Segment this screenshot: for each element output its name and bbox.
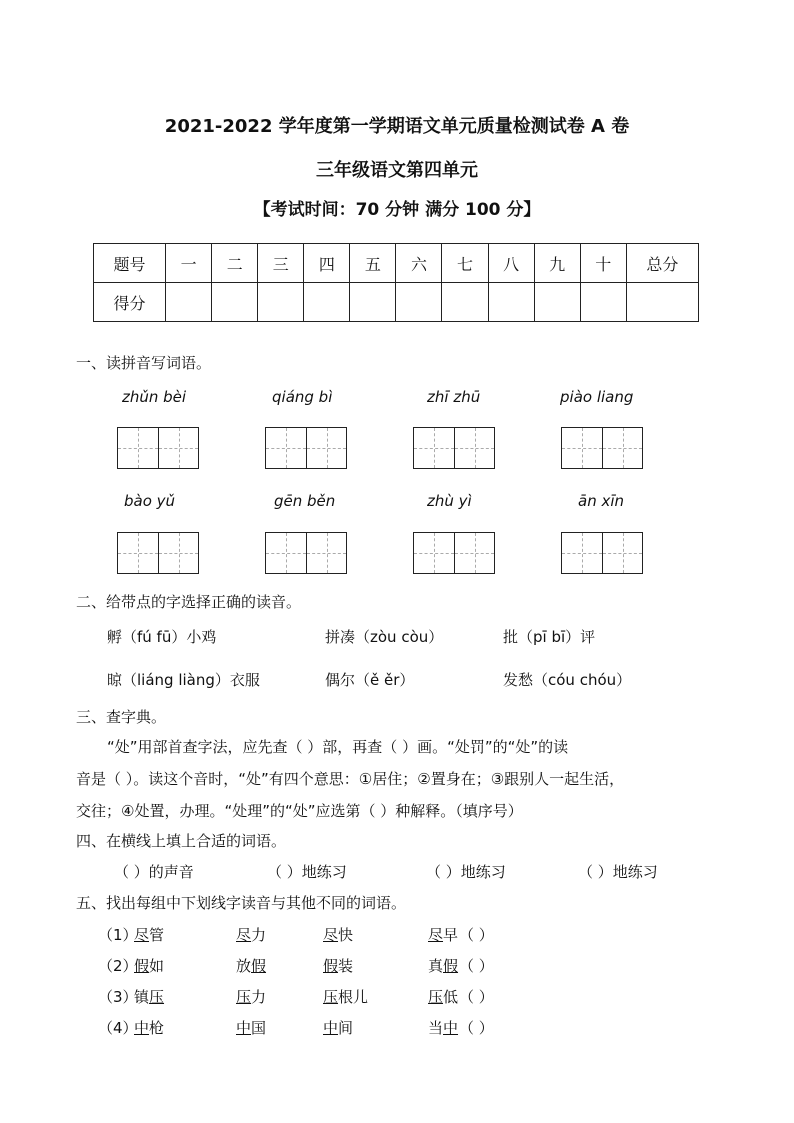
- pinyin-label: zhǔn bèi: [122, 388, 187, 406]
- header-cell: 六: [396, 244, 442, 283]
- underlined-char: 中: [134, 1019, 150, 1037]
- score-cell[interactable]: [442, 283, 488, 322]
- word: 假装: [323, 957, 354, 975]
- pinyin-label: piào liang: [560, 388, 634, 406]
- underlined-char: 假: [443, 957, 459, 975]
- answer-blank[interactable]: （ ）: [459, 957, 494, 975]
- header-cell: 题号: [94, 244, 166, 283]
- group-number: （3）: [98, 988, 138, 1006]
- writing-grid[interactable]: [561, 532, 643, 574]
- underlined-char: 压: [323, 988, 339, 1006]
- writing-grid[interactable]: [265, 427, 347, 469]
- underlined-char: 假: [323, 957, 339, 975]
- pinyin-label: bào yǔ: [124, 492, 176, 510]
- word: 真假: [428, 957, 459, 975]
- score-table-score-row: [94, 283, 699, 322]
- answer-blank[interactable]: （ ）: [459, 926, 494, 944]
- section2-heading: 二、给带点的字选择正确的读音。: [76, 593, 302, 611]
- writing-grid[interactable]: [413, 532, 495, 574]
- score-cell[interactable]: [534, 283, 580, 322]
- word: 尽早: [428, 926, 459, 944]
- group-number: （2）: [98, 957, 138, 975]
- underlined-char: 尽: [323, 926, 339, 944]
- word: 中枪: [134, 1019, 165, 1037]
- word: 中国: [236, 1019, 267, 1037]
- score-cell[interactable]: [304, 283, 350, 322]
- underlined-char: 中: [443, 1019, 459, 1037]
- group-number: （4）: [98, 1019, 138, 1037]
- reading-choice[interactable]: 拼凑（zòu còu）: [325, 628, 444, 646]
- score-cell[interactable]: [396, 283, 442, 322]
- fill-blank-item[interactable]: （ ）地练习: [267, 863, 347, 881]
- underlined-char: 压: [149, 988, 165, 1006]
- underlined-char: 中: [236, 1019, 252, 1037]
- fill-blank-item[interactable]: （ ）的声音: [114, 863, 194, 881]
- pinyin-label: zhī zhū: [427, 388, 481, 406]
- header-cell: 五: [350, 244, 396, 283]
- score-table-header-row: [94, 244, 699, 283]
- header-cell: 四: [304, 244, 350, 283]
- pinyin-label: zhù yì: [427, 492, 472, 510]
- score-row-label: 得分: [94, 283, 166, 322]
- word: 压根儿: [323, 988, 369, 1006]
- word: 当中: [428, 1019, 459, 1037]
- answer-blank[interactable]: （ ）: [459, 1019, 494, 1037]
- section1-heading: 一、读拼音写词语。: [76, 354, 212, 372]
- section3-heading: 三、查字典。: [76, 708, 167, 726]
- underlined-char: 中: [323, 1019, 339, 1037]
- pinyin-label: qiáng bì: [272, 388, 333, 406]
- score-cell[interactable]: [580, 283, 626, 322]
- fill-blank-item[interactable]: （ ）地练习: [578, 863, 658, 881]
- pinyin-label: gēn běn: [274, 492, 336, 510]
- score-cell[interactable]: [258, 283, 304, 322]
- writing-grid[interactable]: [413, 427, 495, 469]
- score-cell[interactable]: [626, 283, 698, 322]
- word: 镇压: [134, 988, 165, 1006]
- writing-grid[interactable]: [265, 532, 347, 574]
- fill-blank-item[interactable]: （ ）地练习: [426, 863, 506, 881]
- writing-grid[interactable]: [561, 427, 643, 469]
- score-cell[interactable]: [488, 283, 534, 322]
- reading-choice[interactable]: 批（pī bī）评: [503, 628, 596, 646]
- reading-choice[interactable]: 发愁（cóu chóu）: [503, 671, 632, 689]
- score-cell[interactable]: [350, 283, 396, 322]
- word: 压力: [236, 988, 267, 1006]
- section5-heading: 五、找出每组中下划线字读音与其他不同的词语。: [76, 894, 407, 912]
- underlined-char: 假: [134, 957, 150, 975]
- exam-subtitle: 三年级语文第四单元: [316, 160, 478, 181]
- word: 尽快: [323, 926, 354, 944]
- underlined-char: 假: [251, 957, 267, 975]
- reading-choice[interactable]: 晾（liáng liàng）衣服: [107, 671, 260, 689]
- writing-grid[interactable]: [117, 532, 199, 574]
- dictionary-question-line: “处”用部首查字法，应先查（ ）部，再查（ ）画。“处罚”的“处”的读: [107, 738, 569, 756]
- word: 尽管: [134, 926, 165, 944]
- word: 尽力: [236, 926, 267, 944]
- group-number: （1）: [98, 926, 138, 944]
- dictionary-question-line: 交往；④处置，办理。“处理”的“处”应选第（ ）种解释。（填序号）: [76, 802, 523, 820]
- reading-choice[interactable]: 偶尔（ě ěr）: [325, 671, 415, 689]
- header-cell: 三: [258, 244, 304, 283]
- reading-choice[interactable]: 孵（fú fū）小鸡: [107, 628, 217, 646]
- score-table: [93, 243, 699, 322]
- header-cell: 十: [580, 244, 626, 283]
- header-cell: 七: [442, 244, 488, 283]
- underlined-char: 压: [236, 988, 252, 1006]
- score-cell[interactable]: [166, 283, 212, 322]
- underlined-char: 压: [428, 988, 444, 1006]
- word: 中间: [323, 1019, 354, 1037]
- exam-info: 【考试时间：70 分钟 满分 100 分】: [253, 200, 541, 220]
- exam-title: 2021-2022 学年度第一学期语文单元质量检测试卷 A 卷: [164, 116, 630, 137]
- header-cell: 九: [534, 244, 580, 283]
- score-cell[interactable]: [212, 283, 258, 322]
- answer-blank[interactable]: （ ）: [459, 988, 494, 1006]
- word: 放假: [236, 957, 267, 975]
- pinyin-label: ān xīn: [578, 492, 625, 510]
- dictionary-question-line: 音是（ ）。读这个音时，“处”有四个意思：①居住；②置身在；③跟别人一起生活，: [76, 770, 625, 788]
- word: 假如: [134, 957, 165, 975]
- header-cell: 二: [212, 244, 258, 283]
- underlined-char: 尽: [134, 926, 150, 944]
- word: 压低: [428, 988, 459, 1006]
- header-cell: 总分: [626, 244, 698, 283]
- header-cell: 一: [166, 244, 212, 283]
- section4-heading: 四、在横线上填上合适的词语。: [76, 832, 287, 850]
- header-cell: 八: [488, 244, 534, 283]
- underlined-char: 尽: [236, 926, 252, 944]
- writing-grid[interactable]: [117, 427, 199, 469]
- underlined-char: 尽: [428, 926, 444, 944]
